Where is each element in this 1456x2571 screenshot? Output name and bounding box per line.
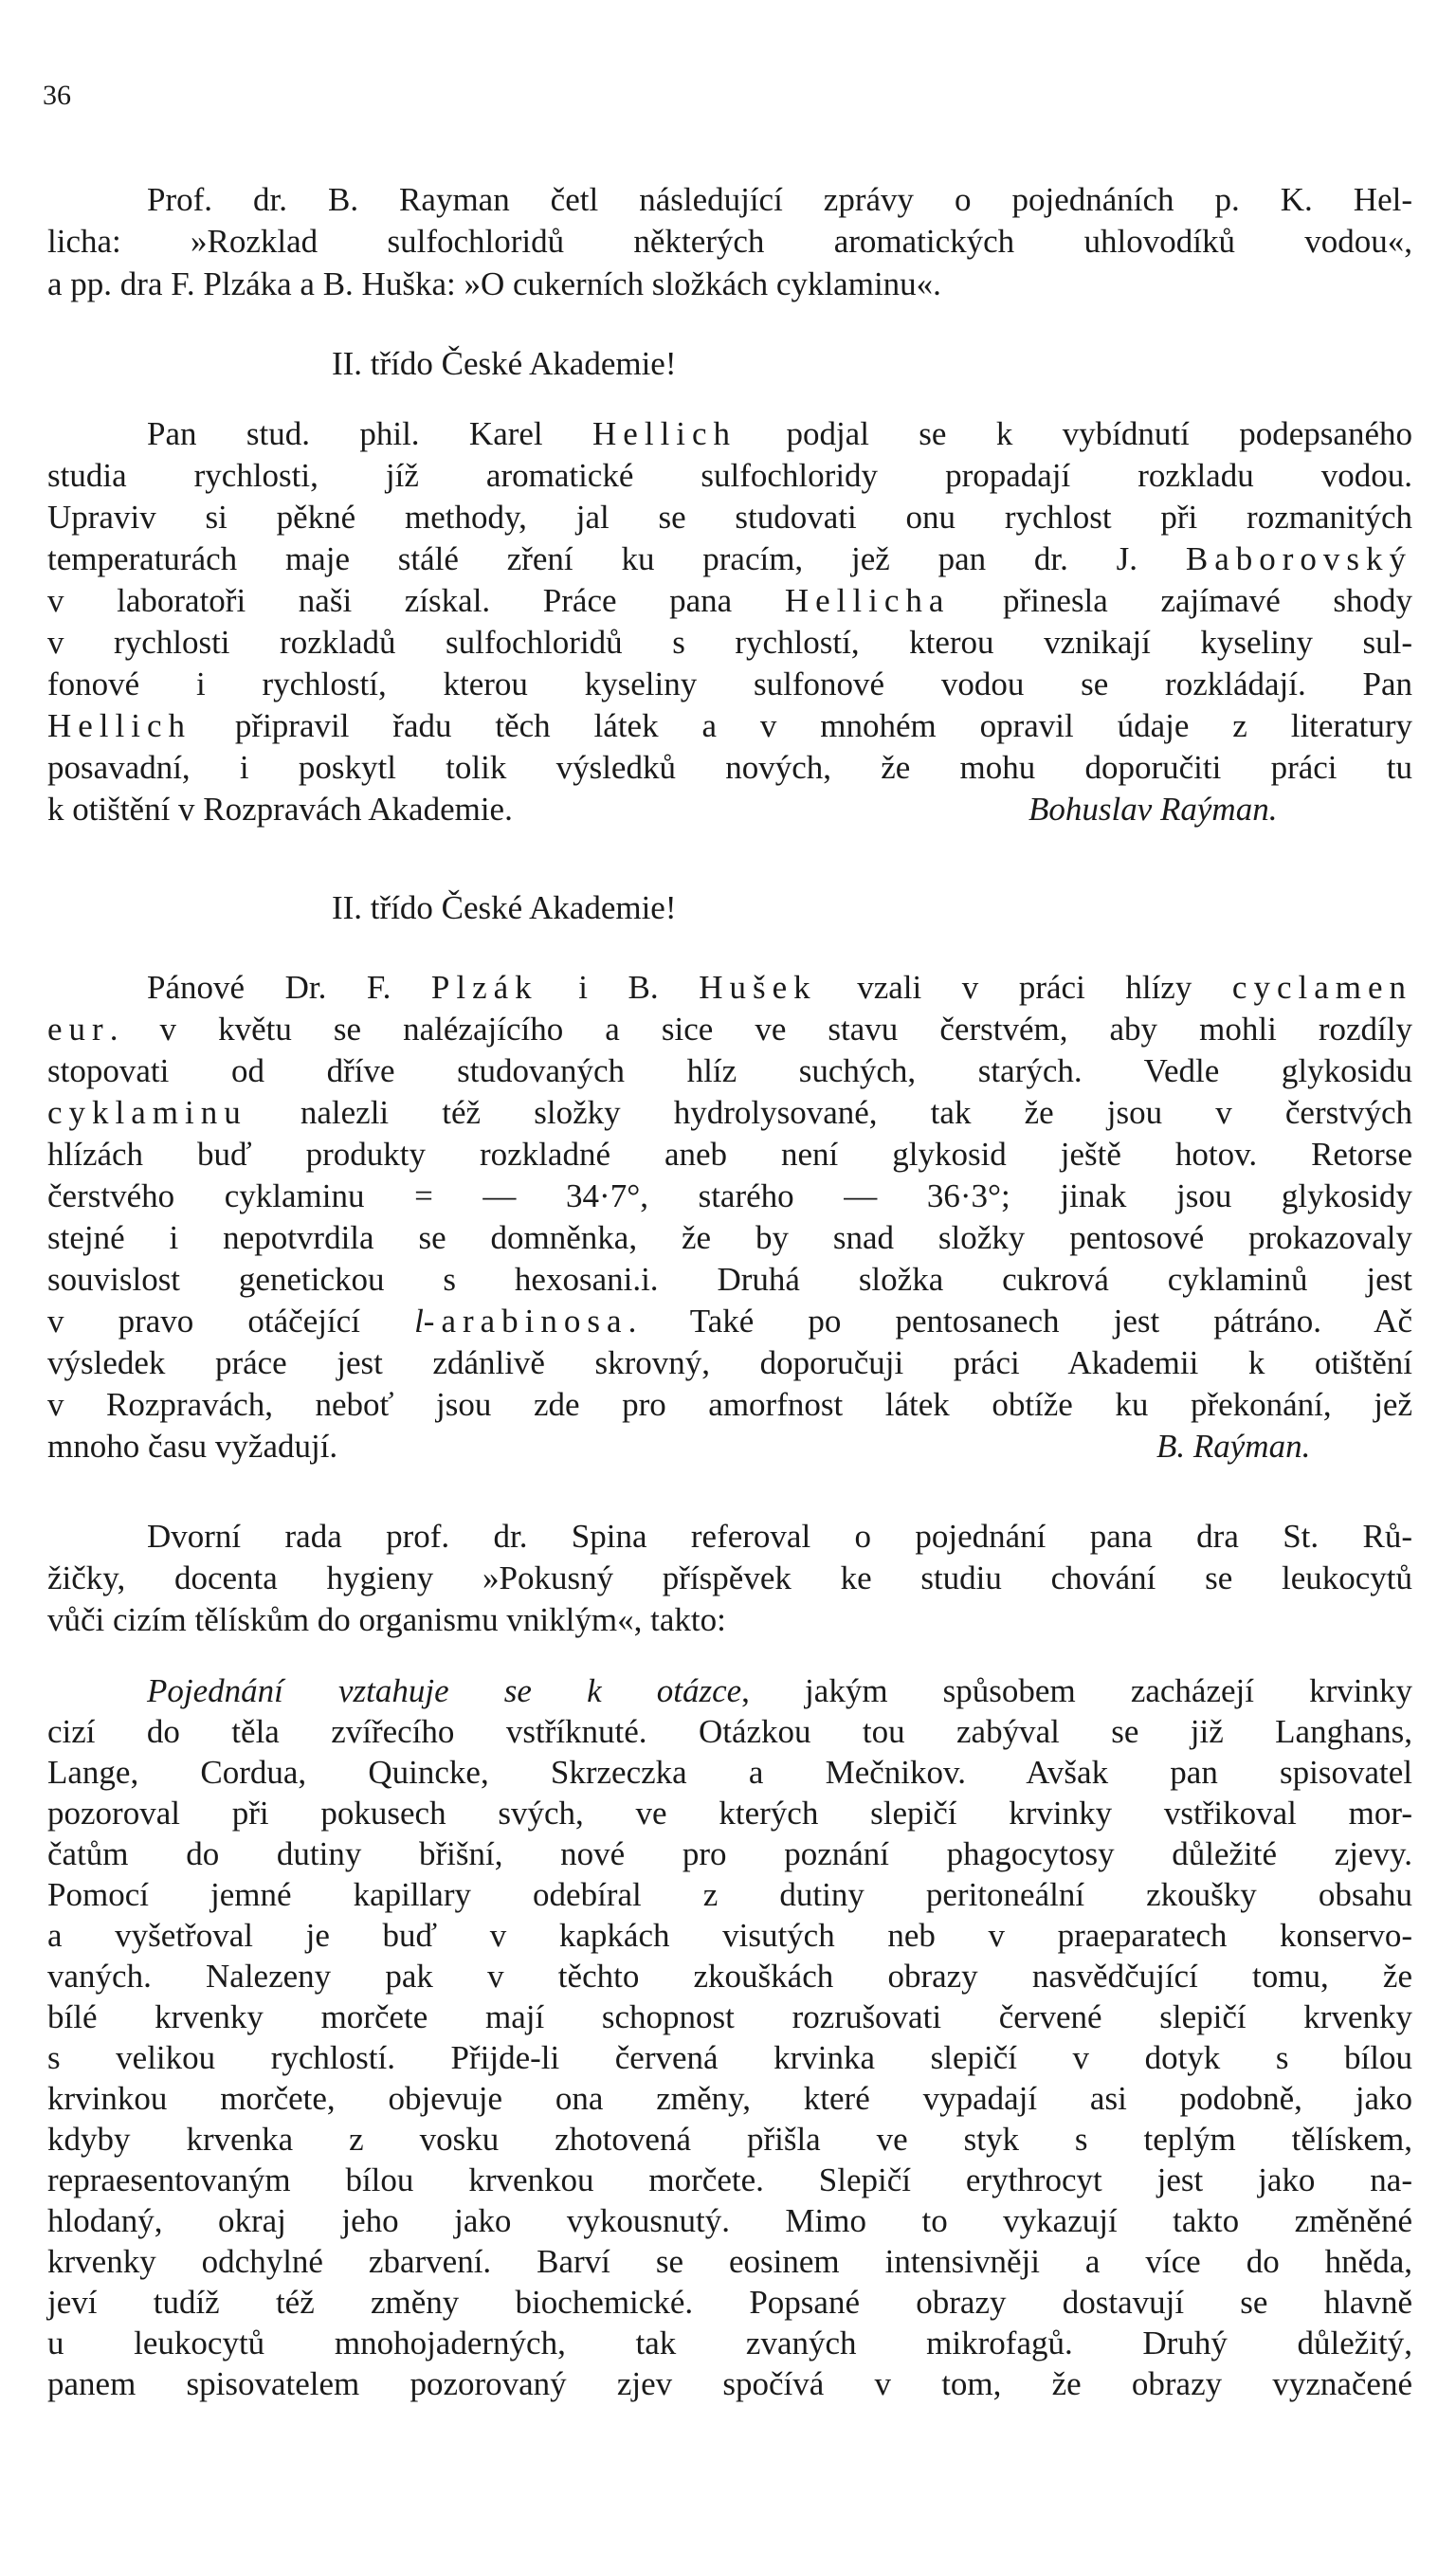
body-line-14: hlodaný, okraj jeho jako vykousnutý. Mimo to vykazují takto změněné (47, 2202, 1412, 2239)
body-line-6: Pomocí jemné kapillary odebíral z dutiny peritoneální zkoušky obsahu (47, 1876, 1412, 1913)
section2-line-8: souvislost genetickou s hexosani.i. Druhá složka cukrová cyklaminů jest (47, 1261, 1412, 1298)
page-number: 36 (43, 80, 71, 111)
body-line-13: repraesentovaným bílou krvenkou morčete. Slepičí erythrocyt jest jako na- (47, 2161, 1412, 2198)
section1-line-4: temperaturách maje stálé zření ku pracím, jež pan dr. J. Baborovský (47, 540, 1412, 577)
name-baborovsky: Baborovský (1185, 540, 1412, 577)
report2-line-2: žičky, docenta hygieny »Pokusný příspěvek ke studiu chování se leukocytů (47, 1559, 1412, 1596)
section1-line-7: fonové i rychlostí, kterou kyseliny sulfonové vodou se rozkládají. Pan (47, 666, 1412, 702)
section2-heading: II. třído České Akademie! (332, 889, 677, 926)
name-hellich: Hellich (592, 415, 737, 452)
report2-line-1: Dvorní rada prof. dr. Spina referoval o pojednání pana dra St. Rů- (147, 1518, 1412, 1555)
section2-line-7: stejné i nepotvrdila se domněnka, že by snad složky pentosové prokazovaly (47, 1219, 1412, 1256)
report1-line-3: a pp. dra F. Plzáka a B. Huška: »O cukerních složkách cyklaminu«. (47, 265, 941, 302)
section2-line-6: čerstvého cyklaminu = — 34·7°, starého — 36·3°; jinak jsou glykosidy (47, 1177, 1412, 1214)
body-line-8: vaných. Nalezeny pak v těchto zkouškách obrazy nasvědčující tomu, že (47, 1958, 1412, 1995)
term-arabinosa: -arabinosa (423, 1303, 628, 1340)
section1-line-9: posavadní, i poskytl tolik výsledků nových, že mohu doporučiti práci tu (47, 749, 1412, 786)
body-line-16: jeví tudíž též změny biochemické. Popsané obrazy dostavují se hlavně (47, 2284, 1412, 2321)
body-line-1: Pojednání vztahuje se k otázce, jakým spůsobem zacházejí krvinky (147, 1672, 1412, 1709)
section2-line-2: eur. v květu se nalézajícího a sice ve stavu čerstvém, aby mohli rozdíly (47, 1011, 1412, 1048)
report1-line-1: Prof. dr. B. Rayman četl následující zprávy o pojednáních p. K. Hel- (147, 181, 1412, 218)
body-line-3: Lange, Cordua, Quincke, Skrzeczka a Mečnikov. Avšak pan spisovatel (47, 1754, 1412, 1791)
section1-heading: II. třído České Akademie! (332, 345, 677, 382)
section2-signature: B. Raýman. (1156, 1428, 1311, 1465)
body-line-4: pozoroval při pokusech svých, ve kterých slepičí krvinky vstřikoval mor- (47, 1795, 1412, 1832)
body-line-10: s velikou rychlostí. Přijde-li červená krvinka slepičí v dotyk s bílou (47, 2039, 1412, 2076)
section2-line-1: Pánové Dr. F. Plzák i B. Hušek vzali v práci hlízy cyclamen (147, 969, 1412, 1006)
term-eur: eur (47, 1011, 110, 1048)
body-line-5: čatům do dutiny břišní, nové pro poznání phagocytosy důležité zjevy. (47, 1835, 1412, 1872)
term-cyklaminu: cyklaminu (47, 1094, 247, 1131)
body-line-7: a vyšetřoval je buď v kapkách visutých neb v praeparatech konservo- (47, 1917, 1412, 1954)
name-hellich-2: Hellich (47, 707, 192, 744)
body-line-2: cizí do těla zvířecího vstříknuté. Otázkou tou zabýval se již Langhans, (47, 1713, 1412, 1750)
report1-line-2: licha: »Rozklad sulfochloridů některých aromatických uhlovodíků vodou«, (47, 223, 1412, 260)
section1-line-2: studia rychlosti, jíž aromatické sulfochloridy propadají rozkladu vodou. (47, 457, 1412, 494)
section2-line-5: hlízách buď produkty rozkladné aneb není glykosid ještě hotov. Retorse (47, 1136, 1412, 1173)
section2-line-10: výsledek práce jest zdánlivě skrovný, doporučuji práci Akademii k otištění (47, 1344, 1412, 1381)
section1-line-3: Upraviv si pěkné methody, jal se studovati onu rychlost při rozmanitých (47, 499, 1412, 536)
name-plzak: Plzák (430, 969, 538, 1006)
section2-line-9: v pravo otáčející l-arabinosa. Také po pentosanech jest pátráno. Ač (47, 1303, 1412, 1340)
section1-line-10: k otištění v Rozpravách Akademie. (47, 791, 513, 828)
body-line-15: krvenky odchylné zbarvení. Barví se eosinem intensivněji a více do hněda, (47, 2243, 1412, 2280)
section1-line-1: Pan stud. phil. Karel Hellich podjal se k vybídnutí podepsaného (147, 415, 1412, 452)
section1-line-8: Hellich připravil řadu těch látek a v mnohém opravil údaje z literatury (47, 707, 1412, 744)
section2-line-3: stopovati od dříve studovaných hlíz suchých, starých. Vedle glykosidu (47, 1052, 1412, 1089)
body-line-18: panem spisovatelem pozorovaný zjev spočívá v tom, že obrazy vyznačené (47, 2365, 1412, 2402)
term-cyclamen: cyclamen (1231, 969, 1412, 1006)
body-line-17: u leukocytů mnohojaderných, tak zvaných mikrofagů. Druhý důležitý, (47, 2325, 1412, 2361)
body-line-11: krvinkou morčete, objevuje ona změny, které vypadají asi podobně, jako (47, 2080, 1412, 2117)
section2-line-11: v Rozpravách, neboť jsou zde pro amorfnost látek obtíže ku překonání, jež (47, 1386, 1412, 1423)
section2-line-12: mnoho času vyžadují. (47, 1428, 338, 1465)
report2-line-3: vůči cizím tělískům do organismu vniklým«, takto: (47, 1601, 726, 1638)
section1-signature: Bohuslav Raýman. (1028, 791, 1278, 828)
body-line-12: kdyby krvenka z vosku zhotovená přišla ve styk s teplým tělískem, (47, 2121, 1412, 2158)
name-hellicha: Hellicha (784, 582, 951, 619)
body-line-9: bílé krvenky morčete mají schopnost rozrušovati červené slepičí krvenky (47, 1998, 1412, 2035)
section1-line-6: v rychlosti rozkladů sulfochloridů s rychlostí, kterou vznikají kyseliny sul- (47, 624, 1412, 661)
section1-line-5: v laboratoři naši získal. Práce pana Hellicha přinesla zajímavé shody (47, 582, 1412, 619)
name-husek: Hušek (699, 969, 817, 1006)
section2-line-4: cyklaminu nalezli též složky hydrolysované, tak že jsou v čerstvých (47, 1094, 1412, 1131)
